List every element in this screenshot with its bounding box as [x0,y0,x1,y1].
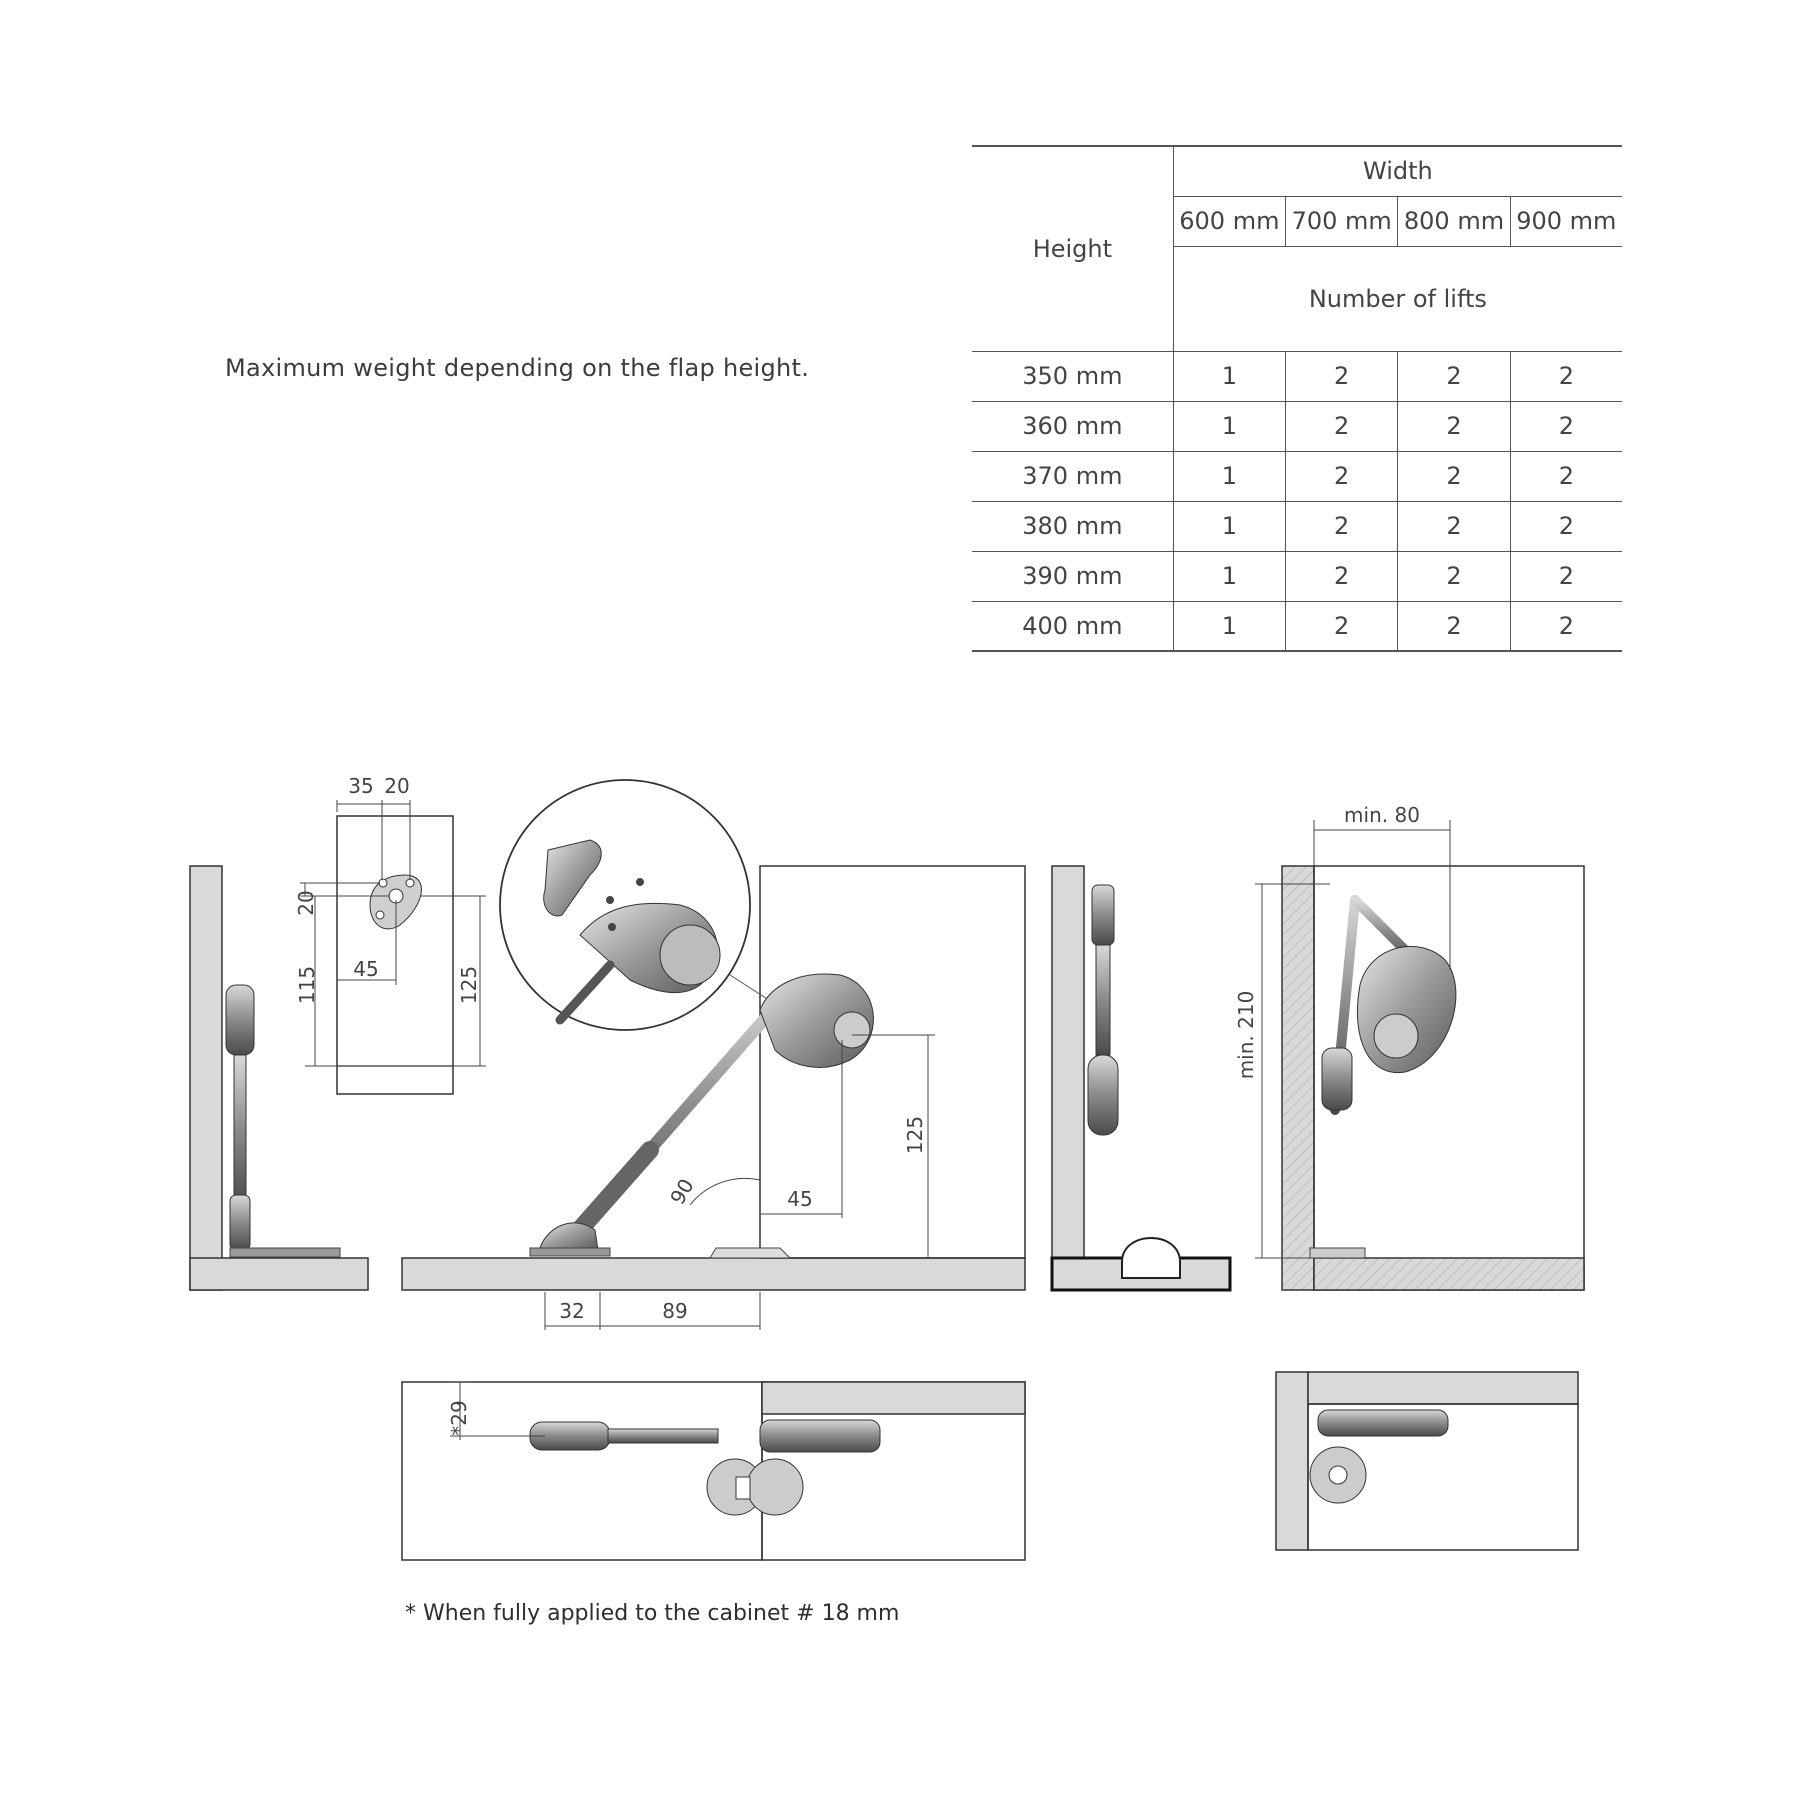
cell: 2 [1510,551,1622,601]
lifts-subheader: Number of lifts [1173,246,1622,351]
cell: 1 [1173,551,1285,601]
cell: 2 [1286,501,1398,551]
row-height: 350 mm [972,351,1173,401]
cell: 1 [1173,401,1285,451]
cell: 2 [1398,551,1510,601]
width-col-700: 700 mm [1286,196,1398,246]
cell: 2 [1398,401,1510,451]
row-height: 400 mm [972,601,1173,651]
mounting-plate-template [294,774,486,1094]
width-header: Width [1173,146,1622,196]
cell: 1 [1173,351,1285,401]
footnote: * When fully applied to the cabinet # 18 mm [405,1601,900,1626]
dim-29: *29 [447,1400,471,1436]
cell: 2 [1398,351,1510,401]
cell: 1 [1173,501,1285,551]
side-view-panel [190,866,368,1290]
cell: 1 [1173,601,1285,651]
row-height: 370 mm [972,451,1173,501]
dim-20-side: 20 [294,890,318,916]
dim-115: 115 [295,965,319,1005]
cell: 2 [1510,401,1622,451]
open-side-view [1234,803,1584,1290]
cell: 2 [1510,451,1622,501]
cell: 2 [1398,451,1510,501]
dim-89: 89 [662,1299,688,1323]
dim-35: 35 [348,774,374,798]
cell: 2 [1510,351,1622,401]
row-height: 380 mm [972,501,1173,551]
width-col-800: 800 mm [1398,196,1510,246]
width-col-600: 600 mm [1173,196,1285,246]
width-col-900: 900 mm [1510,196,1622,246]
cell: 2 [1510,501,1622,551]
cell: 2 [1286,401,1398,451]
installation-view [402,780,1025,1330]
cell: 1 [1173,451,1285,501]
cell: 2 [1398,601,1510,651]
dim-32: 32 [559,1299,585,1323]
dim-min-80: min. 80 [1344,803,1420,827]
height-header: Height [972,146,1173,351]
cell: 2 [1286,351,1398,401]
row-height: 390 mm [972,551,1173,601]
closed-front-view [1052,866,1230,1290]
cell: 2 [1510,601,1622,651]
dim-min-210: min. 210 [1234,990,1258,1080]
top-view-small [1276,1372,1578,1550]
cell: 2 [1286,601,1398,651]
cell: 2 [1286,451,1398,501]
cell: 2 [1398,501,1510,551]
dim-125-side: 125 [903,1115,927,1155]
dim-45-plate: 45 [353,957,379,981]
dim-90-angle: 90 [665,1174,699,1209]
row-height: 360 mm [972,401,1173,451]
intro-text: Maximum weight depending on the flap height. [225,354,810,382]
cell: 2 [1286,551,1398,601]
top-view [402,1382,1025,1560]
dim-125-plate: 125 [457,965,481,1005]
dim-20-top: 20 [384,774,410,798]
dim-45-side: 45 [787,1187,813,1211]
